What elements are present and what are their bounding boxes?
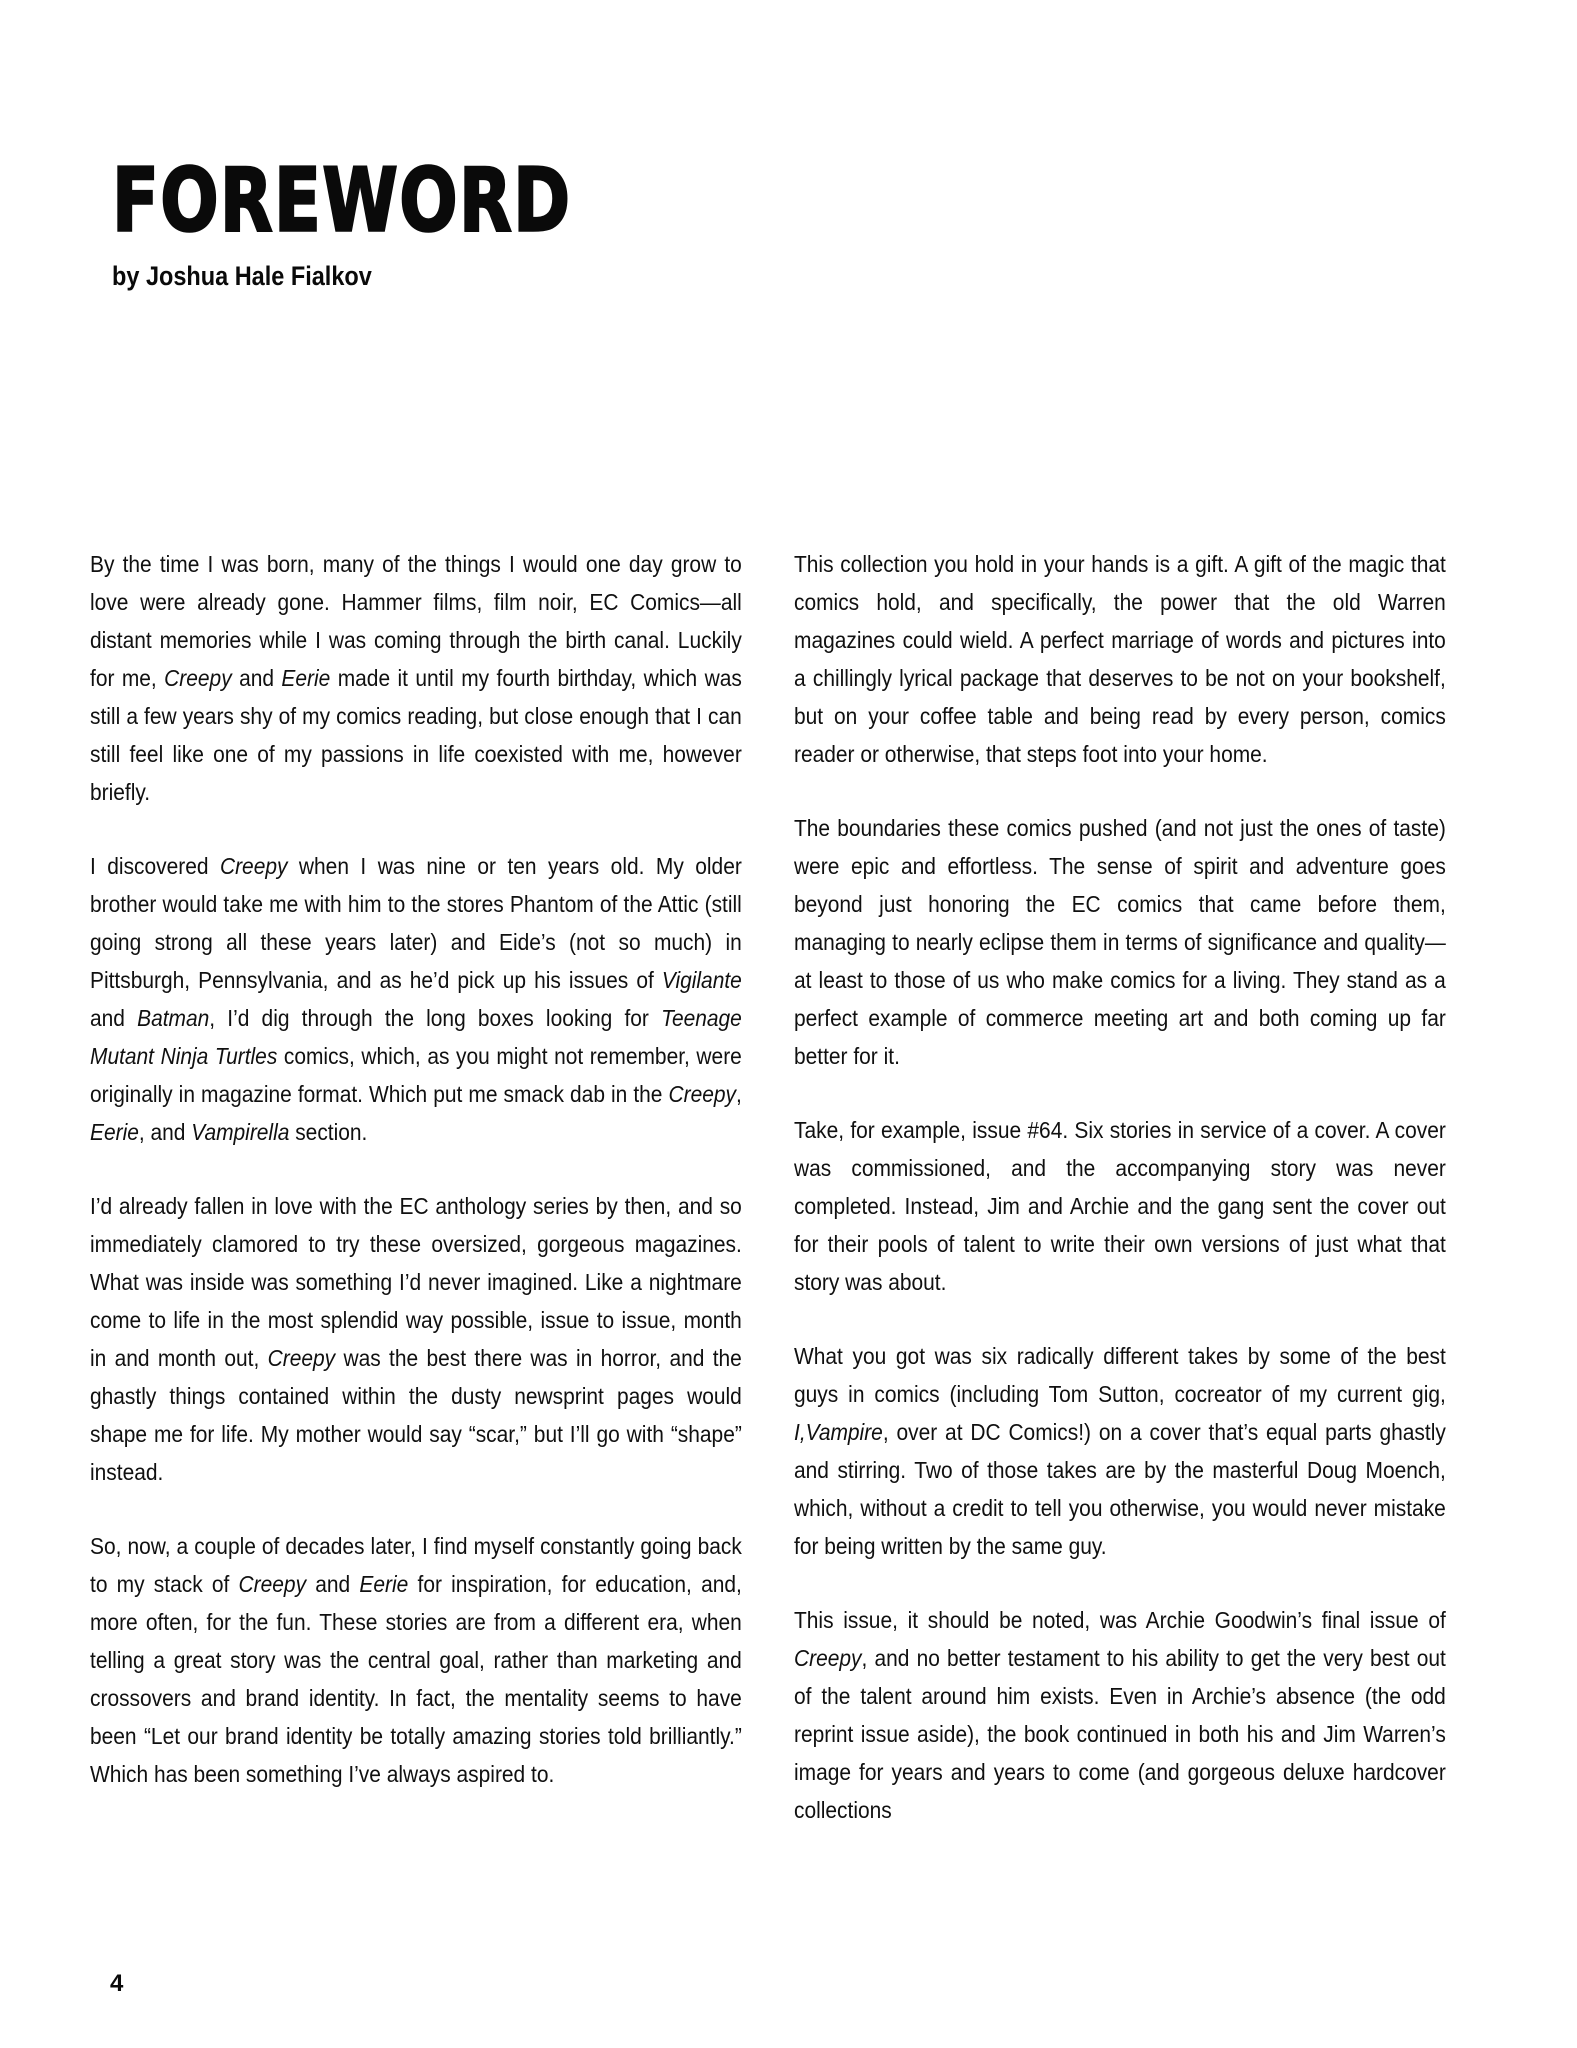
italic-title: I,Vampire: [794, 1419, 883, 1445]
italic-title: Eerie: [90, 1119, 139, 1145]
article-body: [90, 545, 1446, 1975]
author-byline: by Joshua Hale Fialkov: [112, 261, 372, 292]
italic-title: Creepy: [794, 1645, 862, 1671]
italic-title: Creepy: [668, 1081, 736, 1107]
italic-title: Creepy: [238, 1571, 307, 1597]
body-paragraph: I discovered Creepy when I was nine or ten years old. My older brother would take me with him to the stores Phantom of the Attic (still going strong all these years later) and Eide’s (not so much) in Pittsburgh, Pennsylvania, and as he’d pick up his issues of Vigilante and Batman, I’d dig through the long boxes looking for Teenage Mutant Ninja Turtles comics, which, as you might not remember, were originally in magazine format. Which put me smack dab in the Creepy, Eerie, and Vampirella section.: [90, 853, 742, 1145]
body-paragraph: By the time I was born, many of the things I would one day grow to love were already gone. Hammer films, film noir, EC Comics—all distant memories while I was coming through the birth canal. Luckily for me, Creepy and Eerie made it until my fourth birthday, which was still a few years shy of my comics reading, but close enough that I can still feel like one of my passions in life coexisted with me, however briefly.: [90, 551, 742, 805]
italic-title: Teenage Mutant Ninja Turtles: [90, 1005, 742, 1069]
italic-title: Batman: [137, 1005, 210, 1031]
body-paragraph: The boundaries these comics pushed (and not just the ones of taste) were epic and effortless. The sense of spirit and adventure goes beyond just honoring the EC comics that came before them, managing to nearly eclipse them in terms of significance and quality—at least to those of us who make comics for a living. They stand as a perfect example of commerce meeting art and both coming up far better for it.: [794, 815, 1446, 1069]
italic-title: Vampirella: [191, 1119, 290, 1145]
body-paragraph: Take, for example, issue #64. Six stories in service of a cover. A cover was commissioned, and the accompanying story was never completed. Instead, Jim and Archie and the gang sent the cover out for their pools of talent to write their own versions of just what that story was about.: [794, 1117, 1446, 1295]
body-paragraph: I’d already fallen in love with the EC anthology series by then, and so immediately clamored to try these oversized, gorgeous magazines. What was inside was something I’d never imagined. Like a nightmare come to life in the most splendid way possible, issue to issue, month in and month out, Creepy was the best there was in horror, and the ghastly things contained within the dusty newsprint pages would shape me for life. My mother would say “scar,” but I’ll go with “shape” instead.: [90, 1193, 742, 1485]
masthead: [112, 151, 1312, 292]
body-paragraph: So, now, a couple of decades later, I find myself constantly going back to my stack of Creepy and Eerie for inspiration, for education, and, more often, for the fun. These stories are from a different era, when telling a great story was the central goal, rather than marketing and crossovers and brand identity. In fact, the mentality seems to have been “Let our brand identity be totally amazing stories told brilliantly.” Which has been something I’ve always aspired to.: [90, 1533, 742, 1787]
body-paragraph: This collection you hold in your hands is a gift. A gift of the magic that comics hold, and specifically, the power that the old Warren magazines could wield. A perfect marriage of words and pictures into a chillingly lyrical package that deserves to be not on your bookshelf, but on your coffee table and being read by every person, comics reader or otherwise, that steps foot into your home.: [794, 551, 1446, 767]
text-column-right: [794, 545, 1446, 1975]
italic-title: Creepy: [219, 853, 288, 879]
page-number: 4: [110, 1970, 124, 1997]
italic-title: Eerie: [359, 1571, 409, 1597]
page-title: FOREWORD: [112, 151, 572, 252]
italic-title: Vigilante: [661, 967, 742, 993]
body-paragraph: This issue, it should be noted, was Archie Goodwin’s final issue of Creepy, and no better testament to his ability to get the very best out of the talent around him exists. Even in Archie’s absence (the odd reprint issue aside), the book continued in both his and Jim Warren’s image for years and years to come (and gorgeous deluxe hardcover collections: [794, 1607, 1446, 1823]
text-column-left: [90, 545, 742, 1975]
italic-title: Creepy: [267, 1345, 336, 1371]
italic-title: Eerie: [281, 665, 331, 691]
body-paragraph: What you got was six radically different takes by some of the best guys in comics (including Tom Sutton, cocreator of my current gig, I,Vampire, over at DC Comics!) on a cover that’s equal parts ghastly and stirring. Two of those takes are by the masterful Doug Moench, which, without a credit to tell you otherwise, you would never mistake for being written by the same guy.: [794, 1343, 1446, 1559]
italic-title: Creepy: [164, 665, 232, 691]
